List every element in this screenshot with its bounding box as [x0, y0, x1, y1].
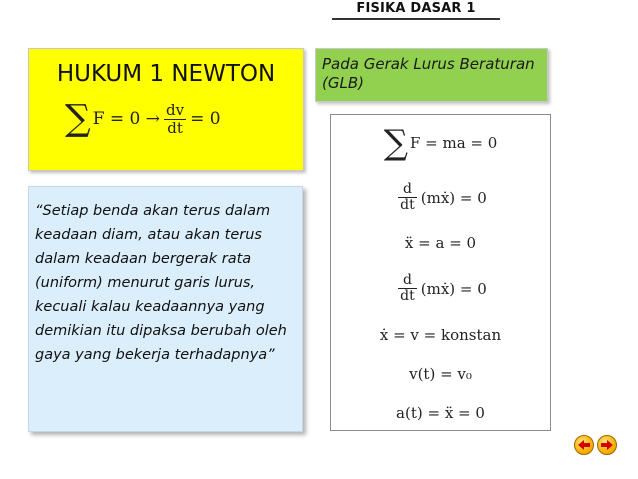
newton-law-box	[28, 48, 304, 171]
glb-equations-panel	[330, 114, 551, 431]
equation-momentum-derivative-2	[394, 273, 487, 304]
newton-quote-box	[28, 186, 303, 432]
equation-momentum-derivative	[394, 182, 487, 213]
fraction-denominator: dt	[400, 288, 415, 305]
equation-text: a(t) = ẍ = 0	[396, 403, 485, 422]
equation-text: ẍ = a = 0	[404, 234, 477, 253]
equation-constant-velocity	[380, 326, 501, 344]
equation-rhs: = 0	[190, 109, 221, 129]
newton-law-title: HUKUM 1 NEWTON	[56, 61, 276, 87]
equation-sum-force	[384, 125, 498, 161]
arrow-left-icon	[578, 440, 590, 450]
derivative-fraction	[164, 102, 186, 137]
arrow-right-icon	[601, 440, 613, 450]
derivative-fraction	[398, 273, 417, 304]
equation-acceleration-time	[396, 404, 485, 422]
equation-acceleration-zero	[405, 234, 476, 252]
newton-equation	[65, 98, 221, 139]
fraction-denominator: dt	[167, 118, 183, 137]
glb-label-text: Pada Gerak Lurus Beraturan (GLB)	[322, 55, 535, 92]
fraction-numerator: dv	[166, 100, 185, 119]
fraction-denominator: dt	[400, 197, 415, 214]
fraction-numerator: d	[402, 181, 412, 198]
slide-header: FISIKA DASAR 1	[332, 0, 500, 20]
equation-text: ẋ = v = konstan	[379, 325, 502, 344]
glb-label-box	[315, 48, 548, 102]
newton-quote-text: “Setiap benda akan terus dalam keadaan diam, atau akan terus dalam keadaan bergerak rata (uniform) menurut garis lurus, kecuali kalau keadaannya yang demikian itu dipaksa berubah oleh gaya yang bekerja terhadapnya”	[35, 203, 287, 363]
sigma-symbol: ∑	[65, 98, 91, 139]
previous-slide-button[interactable]	[574, 435, 594, 455]
equation-text: v(t) = v₀	[409, 364, 472, 383]
derivative-fraction	[398, 182, 417, 213]
sigma-symbol: ∑	[383, 123, 408, 163]
next-slide-button[interactable]	[597, 435, 617, 455]
equation-lhs: F = 0 →	[92, 109, 161, 129]
equation-text: F = ma = 0	[409, 134, 498, 152]
equation-text: (mẋ) = 0	[420, 279, 487, 298]
fraction-numerator: d	[402, 272, 412, 289]
equation-text: (mẋ) = 0	[420, 188, 487, 207]
equation-velocity-time	[409, 365, 472, 383]
